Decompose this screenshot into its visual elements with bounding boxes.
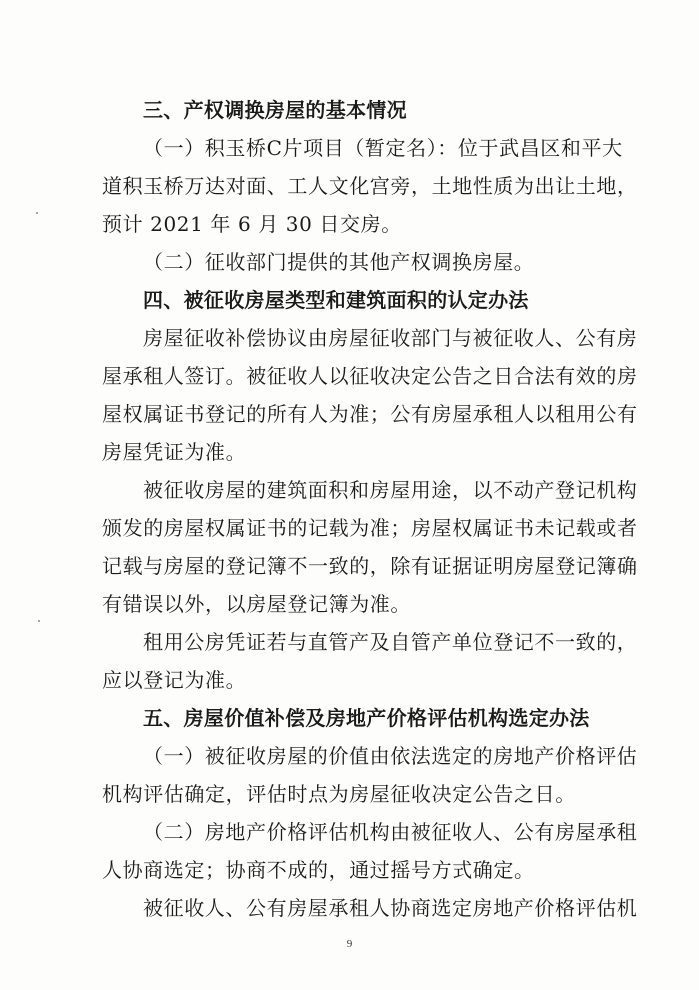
paragraph-line: 道积玉桥万达对面、工人文化宫旁，土地性质为出让土地， [102,174,638,198]
scan-speck [38,620,40,622]
paragraph-line: 有错误以外，以房屋登记簿为准。 [102,592,411,616]
paragraph-line: （一）积玉桥C片项目（暂定名）：位于武昌区和平大 [143,136,623,160]
section-heading-4: 四、被征收房屋类型和建筑面积的认定办法 [143,288,529,312]
paragraph-line: （一）被征收房屋的价值由依法选定的房地产价格评估 [143,744,638,768]
paragraph-line: 应以登记为准。 [102,668,247,692]
paragraph-line: 记载与房屋的登记簿不一致的，除有证据证明房屋登记簿确 [102,554,638,578]
scan-speck [36,212,38,214]
paragraph-line: 被征收人、公有房屋承租人协商选定房地产价格评估机 [143,896,638,920]
paragraph-line: 人协商选定；协商不成的，通过摇号方式确定。 [102,858,535,882]
paragraph-line: 房屋征收补偿协议由房屋征收部门与被征收人、公有房 [143,326,638,350]
paragraph-line: 租用公房凭证若与直管产及自管产单位登记不一致的， [143,630,638,654]
paragraph-line: 房屋凭证为准。 [102,440,247,464]
paragraph-line: （二）征收部门提供的其他产权调换房屋。 [143,250,535,274]
paragraph-line: 屋权属证书登记的所有人为准；公有房屋承租人以租用公有 [102,402,638,426]
paragraph-line: （二）房地产价格评估机构由被征收人、公有房屋承租 [143,820,638,844]
section-heading-5: 五、房屋价值补偿及房地产价格评估机构选定办法 [143,706,590,730]
paragraph-line: 颁发的房屋权属证书的记载为准；房屋权属证书未记载或者 [102,516,638,540]
section-heading-3: 三、产权调换房屋的基本情况 [143,98,407,122]
page-number: 9 [346,938,353,950]
paragraph-line: 预计 2021 年 6 月 30 日交房。 [102,212,402,236]
paragraph-line: 屋承租人签订。被征收人以征收决定公告之日合法有效的房 [102,364,638,388]
paragraph-line: 机构评估确定，评估时点为房屋征收决定公告之日。 [102,782,576,806]
paragraph-line: 被征收房屋的建筑面积和房屋用途，以不动产登记机构 [143,478,638,502]
